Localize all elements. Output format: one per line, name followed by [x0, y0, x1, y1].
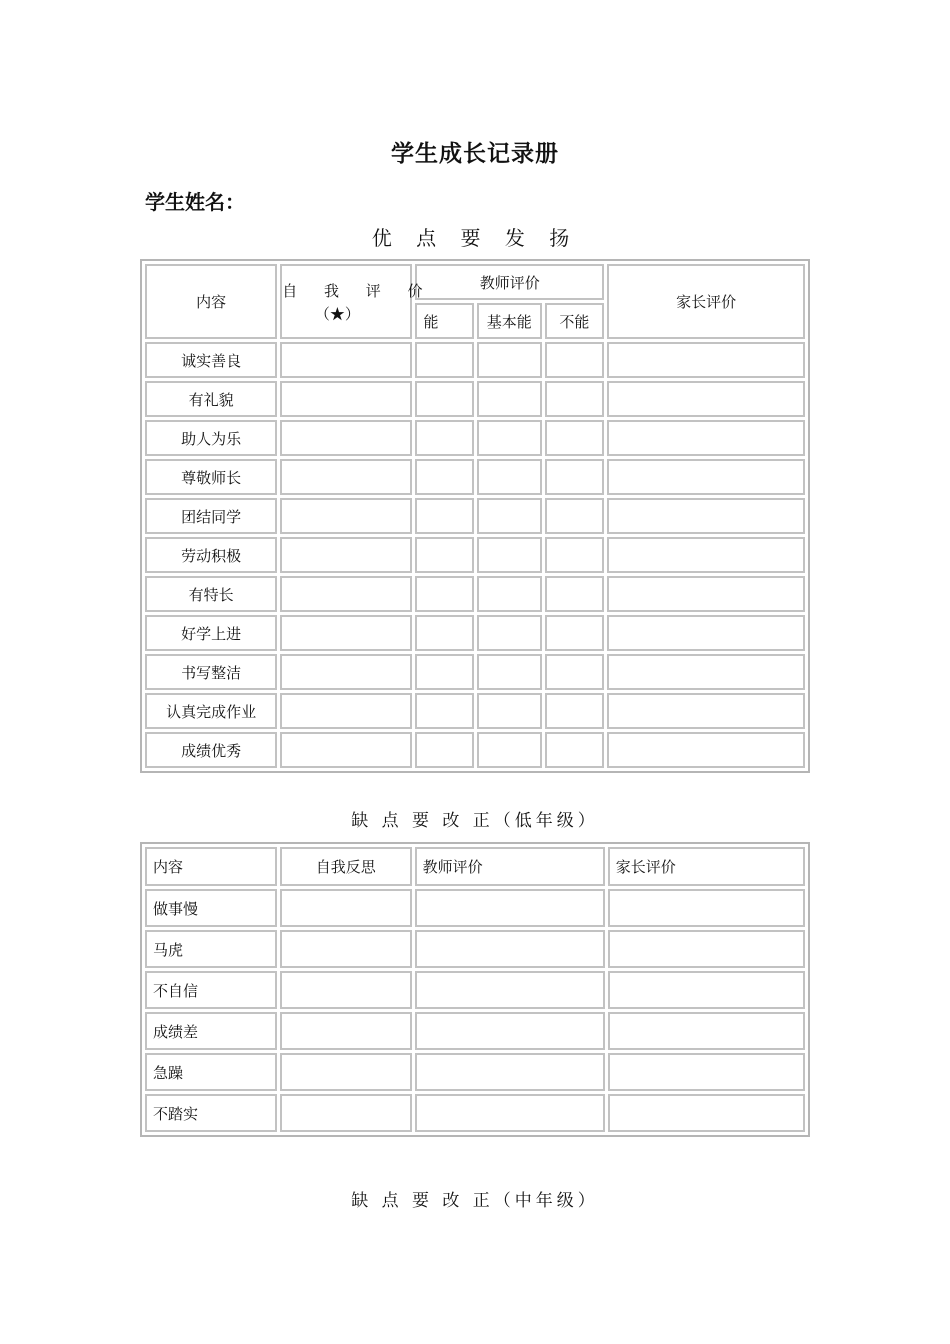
self-eval-cell[interactable] [280, 654, 412, 690]
teacher-basic-cell[interactable] [477, 459, 542, 495]
self-reflect-cell[interactable] [280, 1053, 412, 1091]
teacher-cannot-cell[interactable] [545, 654, 605, 690]
table-row [145, 342, 805, 378]
row-label: 有特长 [145, 576, 277, 612]
parent-eval-cell[interactable] [608, 1012, 805, 1050]
row-label: 书写整洁 [145, 654, 277, 690]
teacher-eval-cell[interactable] [415, 1053, 605, 1091]
teacher-cannot-cell[interactable] [545, 615, 605, 651]
row-label: 尊敬师长 [145, 459, 277, 495]
table-row [145, 930, 805, 968]
header-teacher-eval [415, 264, 604, 300]
self-eval-cell[interactable] [280, 576, 412, 612]
table-row [145, 537, 805, 573]
header-teacher-eval-label: 教师评价 [479, 274, 540, 292]
teacher-basic-cell[interactable] [477, 732, 542, 768]
row-label: 助人为乐 [145, 420, 277, 456]
teacher-cannot-cell[interactable] [545, 342, 605, 378]
header-content: 内容 [145, 847, 277, 886]
parent-eval-cell[interactable] [608, 930, 805, 968]
row-label: 不自信 [145, 971, 277, 1009]
parent-eval-cell[interactable] [607, 342, 805, 378]
header-self-eval-line2: （★） [314, 305, 360, 323]
parent-eval-cell[interactable] [607, 498, 805, 534]
header-teacher-sub-can: 能 [415, 303, 474, 339]
section-weakness-mid-title: 缺 点 要 改 正（中年级） [351, 1191, 599, 1211]
teacher-can-cell[interactable] [415, 615, 474, 651]
row-label: 急躁 [145, 1053, 277, 1091]
student-name-label: 学生姓名： [145, 190, 245, 214]
table-row [145, 732, 805, 768]
table-row [145, 654, 805, 690]
table-row [145, 576, 805, 612]
teacher-eval-cell[interactable] [415, 889, 605, 927]
row-label: 诚实善良 [145, 342, 277, 378]
parent-eval-cell[interactable] [608, 1053, 805, 1091]
teacher-basic-cell[interactable] [477, 576, 542, 612]
table-row [145, 1012, 805, 1050]
teacher-cannot-cell[interactable] [545, 498, 605, 534]
parent-eval-cell[interactable] [608, 889, 805, 927]
table-row [145, 1094, 805, 1132]
table-row [145, 498, 805, 534]
teacher-can-cell[interactable] [415, 420, 474, 456]
teacher-cannot-cell[interactable] [545, 420, 605, 456]
teacher-cannot-cell[interactable] [545, 693, 605, 729]
table-row [145, 1053, 805, 1091]
self-reflect-cell[interactable] [280, 1094, 412, 1132]
table-row [145, 971, 805, 1009]
header-content [145, 264, 277, 339]
self-eval-cell[interactable] [280, 498, 412, 534]
header-parent-eval: 家长评价 [608, 847, 805, 886]
teacher-can-cell[interactable] [415, 732, 474, 768]
parent-eval-cell[interactable] [607, 420, 805, 456]
parent-eval-cell[interactable] [608, 971, 805, 1009]
teacher-cannot-cell[interactable] [545, 732, 605, 768]
header-self-eval [280, 264, 434, 339]
teacher-basic-cell[interactable] [477, 654, 542, 690]
row-label: 成绩差 [145, 1012, 277, 1050]
section-weakness-low-title: 缺 点 要 改 正（低年级） [351, 811, 599, 831]
self-eval-cell[interactable] [280, 420, 412, 456]
header-teacher-sub-basic: 基本能 [477, 303, 542, 339]
teacher-basic-cell[interactable] [477, 693, 542, 729]
header-parent-eval-label: 家长评价 [676, 293, 737, 311]
teacher-can-cell[interactable] [415, 693, 474, 729]
row-label: 认真完成作业 [145, 693, 277, 729]
teacher-can-cell[interactable] [415, 459, 474, 495]
teacher-eval-cell[interactable] [415, 971, 605, 1009]
row-label: 马虎 [145, 930, 277, 968]
self-eval-cell[interactable] [280, 342, 412, 378]
header-parent-eval [607, 264, 805, 339]
header-self-eval-line1: 自 我 评 价 [282, 282, 434, 300]
self-eval-cell[interactable] [280, 381, 412, 417]
parent-eval-cell[interactable] [607, 459, 805, 495]
row-label: 有礼貌 [145, 381, 277, 417]
row-label: 团结同学 [145, 498, 277, 534]
teacher-cannot-cell[interactable] [545, 537, 605, 573]
table-row [145, 889, 805, 927]
teacher-basic-cell[interactable] [477, 537, 542, 573]
header-content-label: 内容 [196, 293, 227, 311]
teacher-basic-cell[interactable] [477, 420, 542, 456]
table-row [145, 381, 805, 417]
parent-eval-cell[interactable] [607, 537, 805, 573]
teacher-can-cell[interactable] [415, 498, 474, 534]
weakness-low-table [140, 842, 810, 1137]
self-reflect-cell[interactable] [280, 889, 412, 927]
header-teacher-eval: 教师评价 [415, 847, 605, 886]
teacher-can-cell[interactable] [415, 576, 474, 612]
parent-eval-cell[interactable] [607, 381, 805, 417]
row-label: 成绩优秀 [145, 732, 277, 768]
parent-eval-cell[interactable] [607, 615, 805, 651]
teacher-eval-cell[interactable] [415, 1012, 605, 1050]
teacher-can-cell[interactable] [415, 537, 474, 573]
self-eval-cell[interactable] [280, 459, 412, 495]
page-title: 学生成长记录册 [391, 141, 559, 167]
teacher-basic-cell[interactable] [477, 498, 542, 534]
header-teacher-sub-cannot: 不能 [545, 303, 605, 339]
self-eval-cell[interactable] [280, 537, 412, 573]
teacher-eval-cell[interactable] [415, 930, 605, 968]
self-eval-cell[interactable] [280, 732, 412, 768]
teacher-cannot-cell[interactable] [545, 459, 605, 495]
table-row [145, 459, 805, 495]
parent-eval-cell[interactable] [608, 1094, 805, 1132]
self-reflect-cell[interactable] [280, 930, 412, 968]
teacher-can-cell[interactable] [415, 381, 474, 417]
table-row [145, 615, 805, 651]
teacher-basic-cell[interactable] [477, 342, 542, 378]
teacher-basic-cell[interactable] [477, 615, 542, 651]
teacher-can-cell[interactable] [415, 342, 474, 378]
header-self-reflect: 自我反思 [280, 847, 412, 886]
row-label: 做事慢 [145, 889, 277, 927]
table-row [145, 693, 805, 729]
row-label: 好学上进 [145, 615, 277, 651]
teacher-basic-cell[interactable] [477, 381, 542, 417]
teacher-cannot-cell[interactable] [545, 381, 605, 417]
parent-eval-cell[interactable] [607, 693, 805, 729]
self-reflect-cell[interactable] [280, 1012, 412, 1050]
teacher-cannot-cell[interactable] [545, 576, 605, 612]
self-eval-cell[interactable] [280, 693, 412, 729]
table-row [145, 420, 805, 456]
parent-eval-cell[interactable] [607, 576, 805, 612]
row-label: 不踏实 [145, 1094, 277, 1132]
parent-eval-cell[interactable] [607, 654, 805, 690]
self-reflect-cell[interactable] [280, 971, 412, 1009]
strengths-table [140, 259, 810, 773]
row-label: 劳动积极 [145, 537, 277, 573]
teacher-eval-cell[interactable] [415, 1094, 605, 1132]
teacher-can-cell[interactable] [415, 654, 474, 690]
self-eval-cell[interactable] [280, 615, 412, 651]
parent-eval-cell[interactable] [607, 732, 805, 768]
section-strengths-title: 优 点 要 发 扬 [371, 226, 579, 250]
